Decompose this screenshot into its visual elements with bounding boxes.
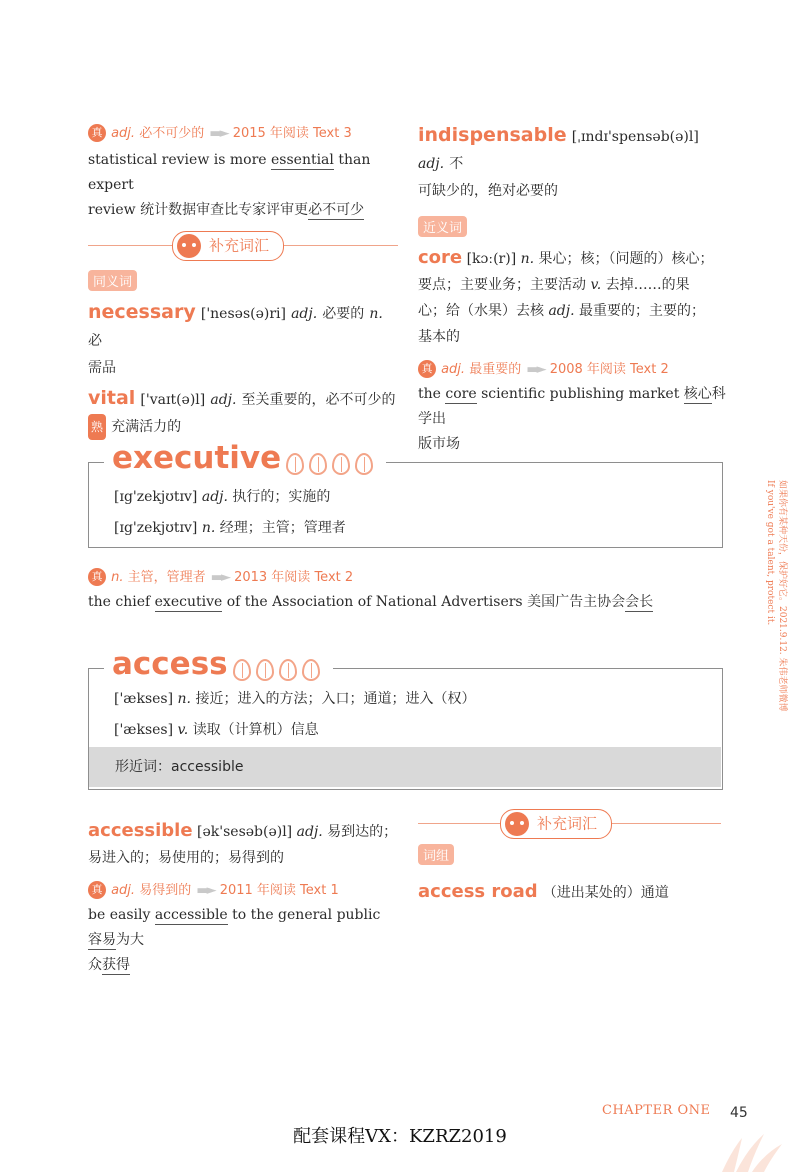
- exam-pos: n.: [111, 570, 124, 585]
- chapter-label: CHAPTER ONE: [602, 1103, 711, 1118]
- exam-pos: adj.: [111, 126, 136, 141]
- owl-icon: [177, 234, 201, 258]
- sentence-keyword-cn: 核心: [683, 386, 712, 402]
- exam-badge: 真: [88, 124, 106, 142]
- definition: 易到达的；: [327, 824, 398, 840]
- definition: 读取（计算机）信息: [192, 722, 319, 738]
- leaf-icon: [256, 659, 274, 681]
- supplement-label: 补充词汇: [209, 236, 270, 255]
- headword-accessible: accessible: [88, 820, 193, 841]
- leaf-icon: [332, 453, 350, 475]
- sentence-text: scientific publishing market: [476, 386, 684, 402]
- similar-word-band: [89, 747, 721, 787]
- familiar-badge: 熟: [88, 414, 106, 440]
- side-note-en: If you've got a talent, protect it.: [765, 480, 775, 626]
- exam-source: 2015 年阅读 Text 3: [232, 126, 352, 141]
- definition: 需品: [88, 360, 116, 376]
- pos: v.: [590, 277, 602, 293]
- definition: 接近；进入的方法；入口；通道；进入（权）: [195, 691, 476, 707]
- page-number: 45: [730, 1105, 748, 1121]
- synonym-section: [88, 270, 398, 440]
- sentence-text: 为大: [116, 932, 144, 948]
- ipa: ['nesəs(ə)ri]: [200, 306, 286, 322]
- sentence-text: review 统计数据审查比专家评审更: [88, 202, 309, 218]
- definition: 可缺少的，绝对必要的: [418, 183, 558, 199]
- arrow-icon: ▬►: [209, 126, 228, 141]
- pos: adj.: [548, 303, 575, 319]
- exam-meaning: 最重要的: [469, 362, 522, 377]
- leaf-icon: [233, 659, 251, 681]
- definition: 最重要的；主要的；: [579, 303, 706, 319]
- executive-definitions: [114, 482, 346, 544]
- sentence-keyword-cn: 容易: [88, 932, 116, 948]
- arrow-icon: ▬►: [526, 362, 545, 377]
- bottom-left-column: [88, 818, 398, 978]
- example-sentence: [88, 590, 728, 615]
- exam-badge: 真: [88, 568, 106, 586]
- leaf-icon: [309, 453, 327, 475]
- exam-badge: 真: [88, 881, 106, 899]
- pos: v.: [177, 722, 189, 738]
- pos: adj.: [418, 156, 445, 172]
- phrase-tag: 词组: [418, 844, 454, 865]
- definition: 必: [88, 333, 102, 349]
- access-title: [104, 646, 333, 682]
- sentence-keyword: essential: [271, 152, 334, 168]
- exam-source: 2013 年阅读 Text 2: [234, 570, 354, 585]
- ipa: [ɪg'zekjʊtɪv]: [114, 489, 198, 505]
- right-top-column: [418, 122, 728, 457]
- example-sentence: [88, 903, 398, 978]
- pos: adj.: [210, 392, 237, 408]
- exam-source: 2008 年阅读 Text 2: [549, 362, 669, 377]
- sentence-keyword: core: [445, 386, 477, 402]
- definition: 去掉……的果: [605, 277, 690, 293]
- pos: n.: [201, 520, 216, 536]
- sentence-keyword: accessible: [154, 907, 228, 923]
- ipa: [kɔː(r)]: [466, 251, 517, 267]
- exam-meaning: 必不可少的: [139, 126, 205, 141]
- similar-label: 形近词：: [115, 759, 171, 775]
- pos: n.: [369, 306, 383, 322]
- headword-necessary: necessary: [88, 301, 196, 323]
- course-footer: 配套课程VX：KZRZ2019: [293, 1126, 507, 1147]
- similar-word: accessible: [171, 759, 244, 775]
- leaf-icon: [279, 659, 297, 681]
- sentence-keyword-cn: 必不可少: [308, 202, 365, 218]
- sentence-keyword-cn: 会长: [625, 594, 654, 610]
- left-top-column: [88, 122, 398, 223]
- headword-access: access: [112, 646, 228, 682]
- side-note: [762, 480, 800, 740]
- supplement-label: 补充词汇: [537, 814, 598, 833]
- sentence-text: the: [418, 386, 446, 402]
- sentence-text: to the general public: [227, 907, 381, 923]
- ipa: [ɪg'zekjʊtɪv]: [114, 520, 198, 536]
- ipa: [ˌɪndɪ'spensəb(ə)l]: [571, 129, 699, 145]
- sentence-text: 版市场: [418, 436, 460, 452]
- supplement-heading-2: [500, 809, 612, 839]
- arrow-icon: ▬►: [196, 883, 215, 898]
- definition: 充满活力的: [111, 419, 182, 435]
- definition: 心；给（水果）去核: [418, 303, 544, 319]
- headword-indispensable: indispensable: [418, 124, 567, 146]
- exam-badge: 真: [418, 360, 436, 378]
- sentence-text: than expert: [88, 152, 371, 193]
- access-definitions: [114, 684, 475, 746]
- headword-vital: vital: [88, 387, 136, 409]
- arrow-icon: ▬►: [210, 570, 229, 585]
- exam-meaning: 主管，管理者: [127, 570, 206, 585]
- definition: 果心；核；（问题的）核心；: [538, 251, 714, 267]
- supplement-heading: [172, 231, 284, 261]
- sentence-text: the chief: [88, 594, 155, 610]
- exam-pos: adj.: [111, 883, 136, 898]
- pos: n.: [520, 251, 535, 267]
- sentence-text: statistical review is more: [88, 152, 271, 168]
- sentence-keyword-cn: 获得: [102, 957, 130, 973]
- exam-source-line: [88, 122, 398, 148]
- headword-core: core: [418, 247, 463, 268]
- exam-source: 2011 年阅读 Text 1: [219, 883, 339, 898]
- executive-title: [104, 440, 386, 476]
- definition: 执行的；实施的: [232, 489, 331, 505]
- pos: adj.: [201, 489, 228, 505]
- definition: 至关重要的，必不可少的: [241, 392, 396, 408]
- pos: adj.: [291, 306, 318, 322]
- sentence-text: be easily: [88, 907, 155, 923]
- example-sentence: [88, 148, 398, 223]
- definition: 要点；主要业务；主要活动: [418, 277, 586, 293]
- leaf-icon: [286, 453, 304, 475]
- definition: 基本的: [418, 329, 460, 345]
- leaf-icon: [355, 453, 373, 475]
- synonym-tag: 同义词: [88, 270, 137, 291]
- side-note-cn: 如果你有某种天份，保护好它。2021.9.12. 朱伟老师微博: [777, 480, 787, 712]
- near-synonym-tag: 近义词: [418, 216, 467, 237]
- ipa: ['vaɪt(ə)l]: [140, 392, 206, 408]
- exam-meaning: 易得到的: [139, 883, 192, 898]
- ipa: ['ækses]: [114, 722, 174, 738]
- sentence-text: of the Association of National Advertisers 美国广告主协会: [222, 594, 626, 610]
- sentence-keyword: executive: [154, 594, 223, 610]
- pos: n.: [177, 691, 191, 707]
- phrase-definition: （进出某处的）通道: [542, 885, 669, 901]
- ipa: ['ækses]: [114, 691, 174, 707]
- definition: 经理；主管；管理者: [219, 520, 346, 536]
- leaf-icon: [302, 659, 320, 681]
- phrase-section: [418, 844, 728, 906]
- definition: 易进入的；易使用的；易得到的: [88, 850, 284, 866]
- sentence-text: 科学出: [418, 386, 726, 427]
- sentence-text: 众: [88, 957, 102, 973]
- definition: 不: [449, 156, 464, 172]
- headword-executive: executive: [112, 440, 282, 476]
- ipa: [ək'sesəb(ə)l]: [197, 824, 293, 840]
- phrase-access-road: access road: [418, 881, 538, 902]
- example-sentence: [418, 382, 728, 457]
- exam-pos: adj.: [441, 362, 466, 377]
- pos: adj.: [296, 824, 323, 840]
- executive-exam: [88, 566, 728, 615]
- definition: 必要的: [322, 306, 365, 322]
- owl-icon: [505, 812, 529, 836]
